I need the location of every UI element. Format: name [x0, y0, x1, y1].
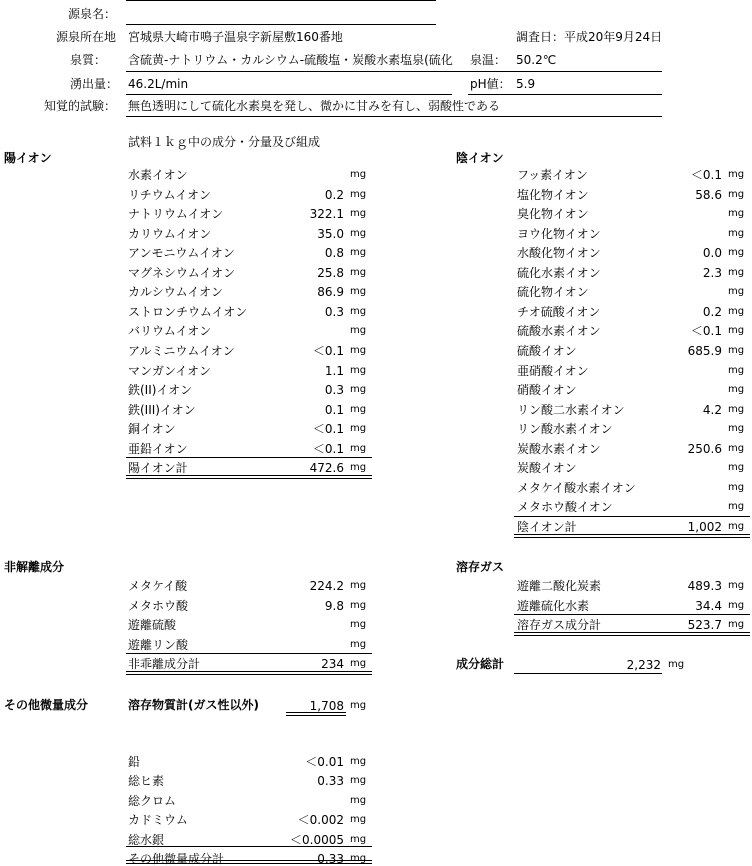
anion-row [0, 403, 752, 417]
trace-title: その他微量成分 [4, 698, 89, 712]
anion-row [0, 442, 752, 456]
cation-value: 25.8 [317, 265, 344, 280]
double-rule [514, 534, 750, 538]
trace-unit: mg [350, 794, 367, 806]
gas-unit: mg [728, 619, 745, 631]
anion-row [0, 207, 752, 221]
anion-name: 硝酸イオン [517, 383, 577, 398]
grand-total-value: 2,232 [626, 658, 661, 672]
cation-name: アンモニウムイオン [128, 246, 235, 261]
anion-unit: mg [728, 208, 745, 220]
non-dissociated-value: 234 [321, 657, 344, 672]
location-value: 宮城県大崎市鳴子温泉字新屋敷160番地 [128, 30, 343, 44]
gas-name: 遊離二酸化炭素 [517, 579, 602, 593]
anion-name: メタホウ酸イオン [517, 500, 613, 515]
trace-name: その他微量成分計 [128, 852, 225, 866]
cation-name: ナトリウムイオン [128, 207, 224, 222]
anion-name: 硫化水素イオン [517, 265, 601, 280]
anion-value: 58.6 [695, 187, 722, 202]
trace-row [0, 774, 752, 788]
trace-unit: mg [350, 853, 367, 864]
anion-unit: mg [728, 423, 745, 435]
cation-name: バリウムイオン [128, 324, 212, 339]
anion-name: 炭酸水素イオン [517, 441, 601, 456]
non-dissociated-name: 非乖離成分計 [128, 657, 201, 672]
non-dissociated-unit: mg [350, 638, 367, 650]
anion-unit: mg [728, 462, 745, 474]
sample-title: 試料１ｋｇ中の成分・分量及び組成 [128, 135, 321, 149]
non-dissociated-unit: mg [350, 580, 367, 591]
gas-unit: mg [728, 580, 745, 591]
non-dissociated-title: 非解離成分 [4, 560, 65, 574]
anion-name: 塩化物イオン [517, 187, 589, 202]
cation-value: 86.9 [317, 285, 344, 300]
cation-name: 陽イオン計 [128, 461, 188, 476]
cation-value: ＜0.1 [312, 343, 344, 358]
temp-label: 泉温： [470, 53, 507, 67]
cation-name: 鉄(II)イオン [128, 383, 193, 398]
cation-unit: mg [350, 384, 367, 396]
anion-name: 硫酸イオン [517, 343, 577, 358]
anion-row [0, 305, 752, 319]
non-dissociated-row [0, 638, 752, 652]
rule [126, 24, 436, 25]
cation-value: 322.1 [309, 207, 344, 222]
anion-unit: mg [728, 344, 745, 356]
rule [126, 71, 662, 72]
trace-value: ＜0.002 [297, 813, 344, 828]
rule [126, 0, 436, 1]
anion-name: リン酸水素イオン [517, 422, 613, 437]
trace-unit: mg [350, 814, 367, 826]
rule [514, 673, 662, 674]
rule [126, 94, 452, 95]
anion-name: 水酸化物イオン [517, 246, 601, 261]
source-name-label: 源泉名： [68, 7, 117, 21]
cation-unit: mg [350, 169, 367, 180]
anion-name: フッ素イオン [517, 168, 588, 182]
cation-name: マグネシウムイオン [128, 265, 236, 280]
double-rule [126, 860, 372, 864]
cation-name: アルミニウムイオン [128, 343, 235, 358]
trace-value: ＜0.01 [305, 755, 344, 769]
double-rule [126, 671, 372, 675]
cation-unit: mg [350, 266, 367, 278]
anion-unit: mg [728, 481, 745, 493]
cation-unit: mg [350, 305, 367, 317]
cation-name: 銅イオン [128, 422, 176, 437]
anion-row [0, 500, 752, 514]
cation-value: 0.3 [324, 304, 344, 319]
cation-unit: mg [350, 462, 367, 474]
quality-label: 泉質： [70, 53, 107, 67]
anion-unit: mg [728, 266, 745, 278]
trace-unit: mg [350, 756, 367, 767]
anion-value: ＜0.1 [690, 324, 722, 339]
cation-unit: mg [350, 188, 367, 200]
anion-row [0, 168, 752, 182]
trace-value: 0.33 [317, 774, 344, 789]
gas-name: 溶存ガス成分計 [517, 618, 602, 633]
dissolved-substances-value: 1,708 [309, 699, 344, 713]
flow-value: 46.2L/min [128, 77, 189, 91]
cation-unit: mg [350, 247, 367, 259]
cation-value: 0.1 [324, 402, 344, 417]
location-label: 源泉所在地 [56, 30, 117, 44]
anion-name: 硫化物イオン [517, 285, 589, 300]
anion-value: 685.9 [687, 343, 722, 358]
anion-name: 臭化物イオン [517, 207, 589, 222]
cation-unit: mg [350, 286, 367, 298]
dissolved-substances-label: 溶存物質計(ガス性以外) [128, 698, 259, 712]
grand-total-unit: mg [668, 659, 685, 670]
anions-title: 陰イオン [456, 151, 504, 165]
sensory-value: 無色透明にして硫化水素臭を発し、微かに甘みを有し、弱酸性である [128, 99, 501, 113]
anion-row [0, 344, 752, 358]
anion-row [0, 188, 752, 202]
cation-value: 1.1 [324, 363, 344, 378]
double-rule [126, 475, 372, 479]
anion-row [0, 520, 752, 534]
anion-name: 亜硝酸イオン [517, 363, 589, 378]
anion-unit: mg [728, 364, 745, 376]
grand-total-label: 成分総計 [456, 657, 505, 671]
cation-value: 0.3 [324, 383, 344, 398]
non-dissociated-value: 9.8 [324, 598, 344, 613]
temp-value: 50.2℃ [516, 53, 557, 67]
anion-unit: mg [728, 442, 745, 454]
flow-label: 湧出量： [70, 77, 119, 91]
anion-name: 硫酸水素イオン [517, 324, 601, 339]
non-dissociated-unit: mg [350, 658, 367, 670]
anion-row [0, 461, 752, 475]
anion-unit: mg [728, 247, 745, 259]
anion-row [0, 481, 752, 495]
ph-label: pH値： [470, 77, 511, 91]
survey-date: 調査日：平成20年9月24日 [516, 30, 663, 44]
dissolved-gas-title: 溶存ガス [456, 560, 505, 574]
quality-value: 含硫黄-ナトリウム・カルシウム-硫酸塩・炭酸水素塩泉(硫化 [128, 53, 453, 67]
cation-name: リチウムイオン [128, 187, 212, 202]
rule [514, 614, 750, 615]
anion-name: 炭酸イオン [517, 461, 577, 476]
anion-row [0, 324, 752, 338]
gas-value: 489.3 [687, 579, 722, 593]
cation-name: マンガンイオン [128, 363, 212, 378]
anion-unit: mg [728, 520, 745, 532]
non-dissociated-name: メタホウ酸 [128, 598, 189, 613]
rule [126, 653, 372, 654]
anion-name: チオ硫酸イオン [517, 304, 601, 319]
gas-name: 遊離硫化水素 [517, 598, 590, 613]
trace-name: 総水銀 [128, 832, 165, 847]
trace-unit: mg [350, 775, 367, 787]
anion-row [0, 285, 752, 299]
cation-value: 35.0 [317, 226, 344, 241]
cation-unit: mg [350, 423, 367, 435]
rule [468, 94, 662, 95]
double-rule [514, 632, 750, 636]
trace-name: カドミウム [128, 813, 188, 828]
gas-row [0, 579, 752, 593]
anion-row [0, 383, 752, 397]
cation-unit: mg [350, 344, 367, 356]
anion-name: リン酸二水素イオン [517, 402, 625, 417]
non-dissociated-name: 遊離リン酸 [128, 637, 189, 652]
anion-value: 2.3 [702, 265, 722, 280]
anion-value: 0.2 [702, 304, 722, 319]
cation-value: 0.2 [324, 187, 344, 202]
anion-row [0, 422, 752, 436]
cation-value: ＜0.1 [312, 441, 344, 456]
anion-value: 4.2 [702, 402, 722, 417]
dissolved-substances-unit: mg [350, 700, 367, 711]
sensory-label: 知覚的試験： [44, 99, 117, 113]
gas-unit: mg [728, 599, 745, 611]
cation-unit: mg [350, 403, 367, 415]
cation-unit: mg [350, 364, 367, 376]
anion-value: ＜0.1 [690, 168, 722, 182]
anion-name: ヨウ化物イオン [517, 226, 601, 241]
cation-unit: mg [350, 227, 367, 239]
anion-unit: mg [728, 325, 745, 337]
gas-value: 523.7 [687, 618, 722, 633]
anion-row [0, 227, 752, 241]
cation-value: ＜0.1 [312, 422, 344, 437]
ph-value: 5.9 [516, 77, 536, 91]
trace-row [0, 813, 752, 827]
cation-name: ストロンチウムイオン [128, 304, 248, 319]
anion-unit: mg [728, 305, 745, 317]
trace-name: 総クロム [128, 793, 177, 808]
trace-row [0, 794, 752, 808]
cation-name: 水素イオン [128, 168, 188, 182]
trace-value: ＜0.0005 [290, 832, 344, 847]
cation-unit: mg [350, 442, 367, 454]
rule [126, 846, 372, 847]
anion-name: メタケイ酸水素イオン [517, 480, 636, 495]
anion-unit: mg [728, 286, 745, 298]
trace-unit: mg [350, 833, 367, 845]
anion-unit: mg [728, 188, 745, 200]
cations-title: 陽イオン [4, 151, 52, 165]
trace-name: 鉛 [128, 755, 141, 769]
anion-row [0, 246, 752, 260]
cation-value: 0.8 [324, 246, 344, 261]
non-dissociated-unit: mg [350, 599, 367, 611]
anion-unit: mg [728, 501, 745, 513]
double-rule [286, 712, 346, 716]
anion-name: 陰イオン計 [517, 519, 577, 534]
cation-value: 472.6 [309, 461, 344, 476]
rule [514, 516, 750, 517]
anion-value: 250.6 [687, 441, 722, 456]
cation-unit: mg [350, 325, 367, 337]
trace-value: 0.33 [317, 852, 344, 866]
anion-unit: mg [728, 403, 745, 415]
cation-name: カリウムイオン [128, 226, 212, 241]
anion-row [0, 266, 752, 280]
non-dissociated-unit: mg [350, 619, 367, 631]
cation-name: カルシウムイオン [128, 285, 223, 300]
rule [126, 116, 662, 117]
trace-name: 総ヒ素 [128, 774, 165, 789]
anion-value: 0.0 [702, 246, 722, 261]
cation-name: 亜鉛イオン [128, 441, 188, 456]
anion-unit: mg [728, 227, 745, 239]
trace-row [0, 755, 752, 769]
non-dissociated-value: 224.2 [309, 579, 344, 593]
anion-unit: mg [728, 169, 745, 180]
gas-row [0, 618, 752, 632]
anion-row [0, 364, 752, 378]
cation-unit: mg [350, 208, 367, 220]
non-dissociated-name: メタケイ酸 [128, 579, 188, 593]
non-dissociated-name: 遊離硫酸 [128, 618, 177, 633]
gas-row [0, 599, 752, 613]
rule [126, 457, 372, 458]
anion-unit: mg [728, 384, 745, 396]
cation-name: 鉄(III)イオン [128, 402, 196, 417]
gas-value: 34.4 [695, 598, 722, 613]
trace-row [0, 833, 752, 847]
anion-value: 1,002 [687, 519, 722, 534]
